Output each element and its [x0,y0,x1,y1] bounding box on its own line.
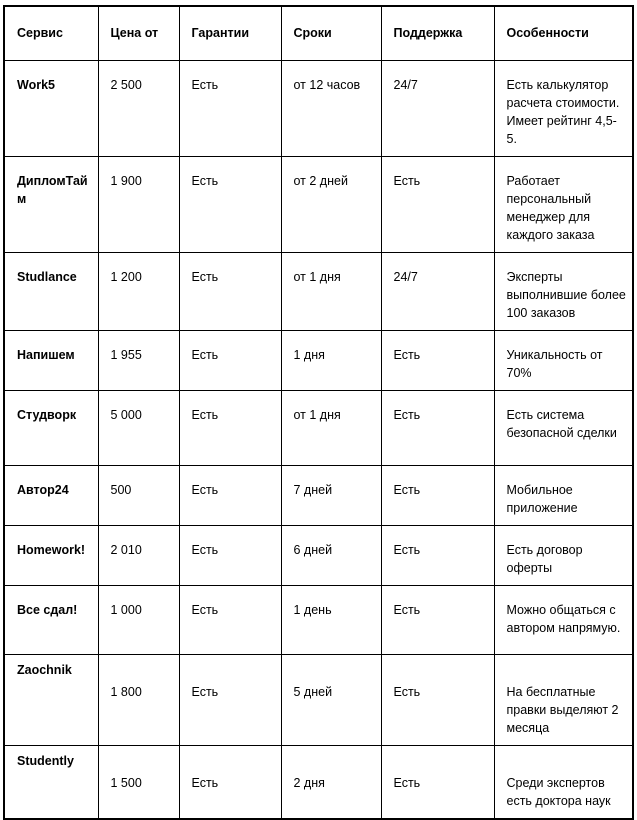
cell-terms: 1 дня [281,330,381,390]
cell-service: Все сдал! [4,585,98,654]
table-row [4,525,633,585]
cell-warranty: Есть [179,525,281,585]
cell-terms: от 1 дня [281,390,381,465]
cell-warranty: Есть [179,654,281,745]
cell-features: Уникальность от 70% [494,330,633,390]
column-header-warranty: Гарантии [179,6,281,60]
cell-service: Автор24 [4,465,98,525]
table-row [4,390,633,465]
cell-features: Среди экспертов есть доктора наук [494,745,633,819]
cell-support: 24/7 [381,252,494,330]
cell-terms: 7 дней [281,465,381,525]
cell-price: 2 010 [98,525,179,585]
cell-price: 1 900 [98,156,179,252]
cell-warranty: Есть [179,330,281,390]
column-header-features: Особенности [494,6,633,60]
comparison-table [3,5,634,820]
cell-warranty: Есть [179,60,281,156]
cell-service: Studlance [4,252,98,330]
cell-support: Есть [381,330,494,390]
cell-warranty: Есть [179,252,281,330]
cell-features: Работает персональный менеджер для каждого заказа [494,156,633,252]
cell-features: Есть договор оферты [494,525,633,585]
cell-service: Work5 [4,60,98,156]
cell-price: 2 500 [98,60,179,156]
cell-service: Homework! [4,525,98,585]
cell-terms: 6 дней [281,525,381,585]
column-header-service: Сервис [4,6,98,60]
cell-price: 1 500 [98,745,179,819]
table-row [4,585,633,654]
cell-support: Есть [381,525,494,585]
cell-features: На бесплатные правки выделяют 2 месяца [494,654,633,745]
cell-support: Есть [381,745,494,819]
cell-terms: 1 день [281,585,381,654]
cell-service: Studently [4,745,98,819]
cell-price: 1 200 [98,252,179,330]
cell-price: 1 955 [98,330,179,390]
cell-support: Есть [381,156,494,252]
cell-price: 500 [98,465,179,525]
table-row [4,465,633,525]
cell-service: Zaochnik [4,654,98,745]
table-header [4,6,633,60]
cell-service: ДипломТайм [4,156,98,252]
cell-terms: от 1 дня [281,252,381,330]
cell-warranty: Есть [179,585,281,654]
cell-features: Мобильное приложение [494,465,633,525]
table-row [4,654,633,745]
cell-support: Есть [381,585,494,654]
cell-warranty: Есть [179,465,281,525]
cell-service: Студворк [4,390,98,465]
cell-warranty: Есть [179,745,281,819]
cell-features: Можно общаться с автором напрямую. [494,585,633,654]
table-row [4,252,633,330]
table-body [4,60,633,819]
cell-support: Есть [381,654,494,745]
cell-price: 1 800 [98,654,179,745]
cell-price: 1 000 [98,585,179,654]
column-header-support: Поддержка [381,6,494,60]
cell-terms: от 12 часов [281,60,381,156]
cell-warranty: Есть [179,156,281,252]
cell-features: Есть система безопасной сделки [494,390,633,465]
cell-support: Есть [381,390,494,465]
cell-features: Есть калькулятор расчета стоимости. Имеет рейтинг 4,5-5. [494,60,633,156]
cell-price: 5 000 [98,390,179,465]
header-row [4,6,633,60]
column-header-price: Цена от [98,6,179,60]
cell-service: Напишем [4,330,98,390]
cell-warranty: Есть [179,390,281,465]
column-header-terms: Сроки [281,6,381,60]
cell-support: 24/7 [381,60,494,156]
table-row [4,330,633,390]
table-row [4,745,633,819]
table-row [4,156,633,252]
cell-features: Эксперты выполнившие более 100 заказов [494,252,633,330]
cell-terms: 5 дней [281,654,381,745]
cell-support: Есть [381,465,494,525]
table-row [4,60,633,156]
cell-terms: 2 дня [281,745,381,819]
cell-terms: от 2 дней [281,156,381,252]
